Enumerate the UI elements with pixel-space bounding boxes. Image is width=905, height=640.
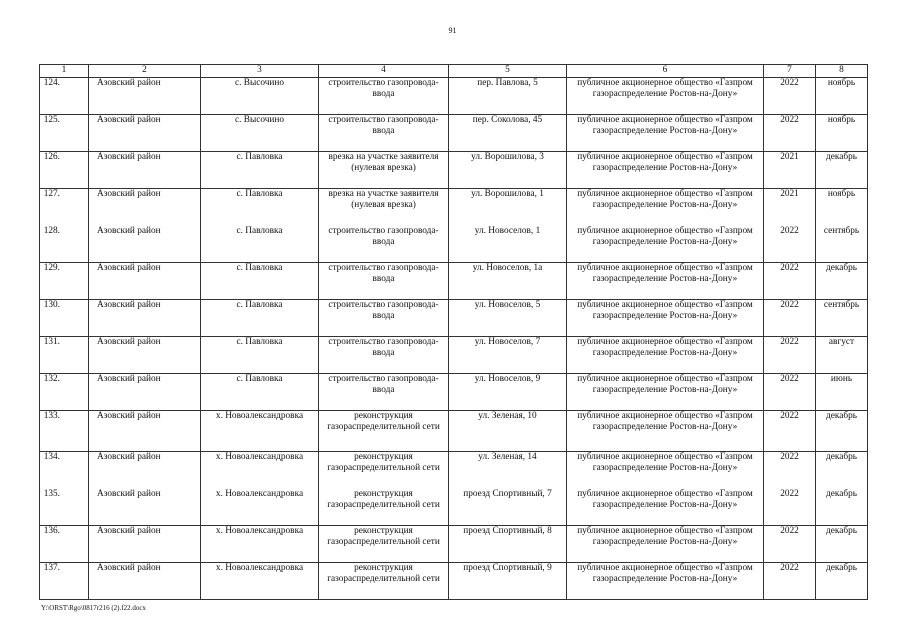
year-cell: 2022 bbox=[764, 263, 816, 300]
column-header: 2 bbox=[89, 65, 201, 78]
column-header: 6 bbox=[567, 65, 764, 78]
row-number: 135. bbox=[40, 489, 89, 526]
work-type-cell: врезка на участке заявителя (нулевая врезка) bbox=[319, 152, 449, 189]
district-cell: Азовский район bbox=[89, 489, 201, 526]
month-cell: ноябрь bbox=[816, 115, 868, 152]
work-type-cell: строительство газопровода-ввода bbox=[319, 78, 449, 115]
month-cell: ноябрь bbox=[816, 189, 868, 226]
month-cell: декабрь bbox=[816, 526, 868, 563]
month-cell: август bbox=[816, 337, 868, 374]
column-header: 4 bbox=[319, 65, 449, 78]
work-type-cell: строительство газопровода-ввода bbox=[319, 300, 449, 337]
settlement-cell: х. Новоалександровка bbox=[201, 563, 319, 600]
table-row bbox=[40, 411, 868, 452]
settlement-cell: х. Новоалександровка bbox=[201, 452, 319, 489]
column-header: 3 bbox=[201, 65, 319, 78]
address-cell: ул. Новоселов, 1а bbox=[449, 263, 567, 300]
year-cell: 2022 bbox=[764, 526, 816, 563]
district-cell: Азовский район bbox=[89, 563, 201, 600]
table-row bbox=[40, 78, 868, 115]
organization-cell: публичное акционерное общество «Газпром газораспределение Ростов-на-Дону» bbox=[567, 226, 764, 263]
organization-cell: публичное акционерное общество «Газпром газораспределение Ростов-на-Дону» bbox=[567, 374, 764, 411]
district-cell: Азовский район bbox=[89, 337, 201, 374]
page-number: 91 bbox=[448, 26, 457, 35]
header-row bbox=[40, 65, 868, 78]
district-cell: Азовский район bbox=[89, 263, 201, 300]
row-number: 131. bbox=[40, 337, 89, 374]
month-cell: декабрь bbox=[816, 489, 868, 526]
footer-file-path: Y:\ORST\Rgo\0817r216 (2).f22.docx bbox=[41, 604, 146, 612]
organization-cell: публичное акционерное общество «Газпром газораспределение Ростов-на-Дону» bbox=[567, 115, 764, 152]
organization-cell: публичное акционерное общество «Газпром газораспределение Ростов-на-Дону» bbox=[567, 411, 764, 452]
document-table bbox=[39, 64, 868, 600]
year-cell: 2022 bbox=[764, 489, 816, 526]
address-cell: ул. Новоселов, 9 bbox=[449, 374, 567, 411]
district-cell: Азовский район bbox=[89, 411, 201, 452]
year-cell: 2022 bbox=[764, 411, 816, 452]
organization-cell: публичное акционерное общество «Газпром газораспределение Ростов-на-Дону» bbox=[567, 452, 764, 489]
row-number: 134. bbox=[40, 452, 89, 489]
work-type-cell: строительство газопровода-ввода bbox=[319, 263, 449, 300]
address-cell: проезд Спортивный, 7 bbox=[449, 489, 567, 526]
table-row bbox=[40, 152, 868, 189]
row-number: 127. bbox=[40, 189, 89, 226]
settlement-cell: с. Павловка bbox=[201, 300, 319, 337]
address-cell: проезд Спортивный, 8 bbox=[449, 526, 567, 563]
organization-cell: публичное акционерное общество «Газпром газораспределение Ростов-на-Дону» bbox=[567, 337, 764, 374]
work-type-cell: реконструкция газораспределительной сети bbox=[319, 563, 449, 600]
month-cell: декабрь bbox=[816, 452, 868, 489]
settlement-cell: с. Высочино bbox=[201, 115, 319, 152]
table-row bbox=[40, 452, 868, 489]
year-cell: 2022 bbox=[764, 115, 816, 152]
work-type-cell: реконструкция газораспределительной сети bbox=[319, 526, 449, 563]
year-cell: 2022 bbox=[764, 374, 816, 411]
work-type-cell: реконструкция газораспределительной сети bbox=[319, 452, 449, 489]
column-header: 1 bbox=[40, 65, 89, 78]
district-cell: Азовский район bbox=[89, 189, 201, 226]
month-cell: декабрь bbox=[816, 263, 868, 300]
year-cell: 2022 bbox=[764, 337, 816, 374]
settlement-cell: с. Высочино bbox=[201, 78, 319, 115]
address-cell: проезд Спортивный, 9 bbox=[449, 563, 567, 600]
settlement-cell: с. Павловка bbox=[201, 337, 319, 374]
organization-cell: публичное акционерное общество «Газпром газораспределение Ростов-на-Дону» bbox=[567, 526, 764, 563]
work-type-cell: реконструкция газораспределительной сети bbox=[319, 411, 449, 452]
settlement-cell: с. Павловка bbox=[201, 263, 319, 300]
settlement-cell: х. Новоалександровка bbox=[201, 411, 319, 452]
address-cell: ул. Зеленая, 14 bbox=[449, 452, 567, 489]
address-cell: ул. Ворошилова, 3 bbox=[449, 152, 567, 189]
month-cell: декабрь bbox=[816, 411, 868, 452]
work-type-cell: реконструкция газораспределительной сети bbox=[319, 489, 449, 526]
address-cell: ул. Новоселов, 7 bbox=[449, 337, 567, 374]
row-number: 133. bbox=[40, 411, 89, 452]
row-number: 136. bbox=[40, 526, 89, 563]
table-row bbox=[40, 489, 868, 526]
column-header: 7 bbox=[764, 65, 816, 78]
settlement-cell: с. Павловка bbox=[201, 189, 319, 226]
year-cell: 2022 bbox=[764, 78, 816, 115]
work-type-cell: строительство газопровода-ввода bbox=[319, 374, 449, 411]
address-cell: ул. Новоселов, 5 bbox=[449, 300, 567, 337]
organization-cell: публичное акционерное общество «Газпром газораспределение Ростов-на-Дону» bbox=[567, 152, 764, 189]
row-number: 130. bbox=[40, 300, 89, 337]
settlement-cell: с. Павловка bbox=[201, 226, 319, 263]
address-cell: пер. Соколова, 45 bbox=[449, 115, 567, 152]
table-row bbox=[40, 189, 868, 226]
month-cell: июнь bbox=[816, 374, 868, 411]
year-cell: 2022 bbox=[764, 226, 816, 263]
row-number: 124. bbox=[40, 78, 89, 115]
row-number: 128. bbox=[40, 226, 89, 263]
organization-cell: публичное акционерное общество «Газпром газораспределение Ростов-на-Дону» bbox=[567, 300, 764, 337]
row-number: 126. bbox=[40, 152, 89, 189]
row-number: 129. bbox=[40, 263, 89, 300]
work-type-cell: строительство газопровода-ввода bbox=[319, 226, 449, 263]
organization-cell: публичное акционерное общество «Газпром газораспределение Ростов-на-Дону» bbox=[567, 489, 764, 526]
work-type-cell: строительство газопровода-ввода bbox=[319, 115, 449, 152]
district-cell: Азовский район bbox=[89, 152, 201, 189]
table-row bbox=[40, 526, 868, 563]
year-cell: 2021 bbox=[764, 189, 816, 226]
district-cell: Азовский район bbox=[89, 226, 201, 263]
table-row bbox=[40, 300, 868, 337]
month-cell: декабрь bbox=[816, 563, 868, 600]
table-row bbox=[40, 337, 868, 374]
row-number: 125. bbox=[40, 115, 89, 152]
district-cell: Азовский район bbox=[89, 78, 201, 115]
organization-cell: публичное акционерное общество «Газпром газораспределение Ростов-на-Дону» bbox=[567, 263, 764, 300]
organization-cell: публичное акционерное общество «Газпром газораспределение Ростов-на-Дону» bbox=[567, 78, 764, 115]
district-cell: Азовский район bbox=[89, 452, 201, 489]
address-cell: ул. Ворошилова, 1 bbox=[449, 189, 567, 226]
column-header: 5 bbox=[449, 65, 567, 78]
month-cell: ноябрь bbox=[816, 78, 868, 115]
column-header: 8 bbox=[816, 65, 868, 78]
year-cell: 2022 bbox=[764, 300, 816, 337]
address-cell: пер. Павлова, 5 bbox=[449, 78, 567, 115]
table-row bbox=[40, 563, 868, 600]
year-cell: 2022 bbox=[764, 452, 816, 489]
address-cell: ул. Зеленая, 10 bbox=[449, 411, 567, 452]
month-cell: сентябрь bbox=[816, 226, 868, 263]
table-row bbox=[40, 263, 868, 300]
table-row bbox=[40, 226, 868, 263]
month-cell: сентябрь bbox=[816, 300, 868, 337]
district-cell: Азовский район bbox=[89, 526, 201, 563]
address-cell: ул. Новоселов, 1 bbox=[449, 226, 567, 263]
district-cell: Азовский район bbox=[89, 300, 201, 337]
table-row bbox=[40, 115, 868, 152]
year-cell: 2021 bbox=[764, 152, 816, 189]
work-type-cell: врезка на участке заявителя (нулевая врезка) bbox=[319, 189, 449, 226]
organization-cell: публичное акционерное общество «Газпром газораспределение Ростов-на-Дону» bbox=[567, 189, 764, 226]
month-cell: декабрь bbox=[816, 152, 868, 189]
settlement-cell: с. Павловка bbox=[201, 374, 319, 411]
settlement-cell: х. Новоалександровка bbox=[201, 526, 319, 563]
table-row bbox=[40, 374, 868, 411]
settlement-cell: с. Павловка bbox=[201, 152, 319, 189]
organization-cell: публичное акционерное общество «Газпром газораспределение Ростов-на-Дону» bbox=[567, 563, 764, 600]
year-cell: 2022 bbox=[764, 563, 816, 600]
district-cell: Азовский район bbox=[89, 115, 201, 152]
work-type-cell: строительство газопровода-ввода bbox=[319, 337, 449, 374]
row-number: 137. bbox=[40, 563, 89, 600]
row-number: 132. bbox=[40, 374, 89, 411]
settlement-cell: х. Новоалександровка bbox=[201, 489, 319, 526]
district-cell: Азовский район bbox=[89, 374, 201, 411]
